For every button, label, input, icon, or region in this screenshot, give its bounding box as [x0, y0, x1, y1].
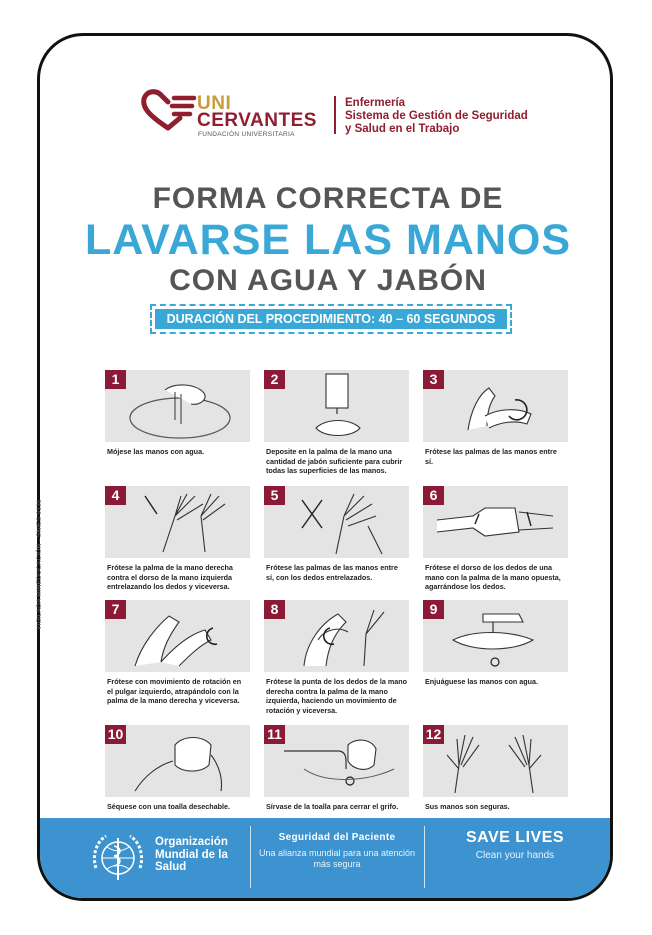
brand-subtitle: FUNDACIÓN UNIVERSITARIA	[198, 131, 295, 138]
step-caption: Frótese las palmas de las manos entre sí, con los dedos entrelazados.	[266, 563, 398, 582]
step-card	[423, 486, 568, 592]
step-caption: Frótese la punta de los dedos de la mano derecha contra la palma de la mano izquierda, haciendo un movimiento de rotación y viceversa.	[266, 677, 407, 715]
soap-dispenser-icon	[264, 370, 409, 442]
patient-safety-title: Seguridad del Paciente	[278, 832, 396, 843]
step-number: 3	[423, 370, 444, 389]
step-caption: Deposite en la palma de la mano una cantidad de jabón suficiente para cubrir todas las superficies de las manos.	[266, 447, 403, 475]
step-number: 6	[423, 486, 444, 505]
step-card	[264, 370, 409, 476]
step-caption: Frótese el dorso de los dedos de una mano con la palma de la mano opuesta, agarrándose los dedos.	[425, 563, 561, 591]
clean-hands-icon	[423, 725, 568, 797]
towel-dry-icon	[105, 725, 250, 797]
close-tap-icon	[264, 725, 409, 797]
brand-name-line2: CERVANTES	[197, 110, 317, 131]
step-illustration	[423, 370, 568, 442]
step-card	[264, 486, 409, 582]
step-card	[423, 600, 568, 687]
department-line: Enfermería	[345, 97, 406, 109]
palm-rub-icon	[423, 370, 568, 442]
step-caption: Sírvase de la toalla para cerrar el grifo.	[266, 802, 399, 811]
step-illustration	[423, 600, 568, 672]
step-caption: Sus manos son seguras.	[425, 802, 510, 811]
step-card	[105, 486, 250, 592]
step-card	[105, 725, 250, 812]
step-number: 11	[264, 725, 285, 744]
step-caption: Séquese con una toalla desechable.	[107, 802, 231, 811]
patient-safety-subtitle: Una alianza mundial para una atención más segura	[258, 848, 416, 869]
step-illustration	[264, 370, 409, 442]
step-number: 7	[105, 600, 126, 619]
footer-divider	[424, 826, 425, 888]
step-card	[423, 725, 568, 812]
step-number: 10	[105, 725, 126, 744]
step-card	[264, 600, 409, 715]
title-line3: CON AGUA Y JABÓN	[169, 264, 487, 297]
step-card	[105, 370, 250, 457]
vigilada-note: VIGILADA MINEDUCACIÓN - SNIES 9131	[36, 499, 43, 630]
department-line: Sistema de Gestión de Seguridad	[345, 110, 528, 122]
step-illustration	[105, 486, 250, 558]
step-caption: Frótese las palmas de las manos entre sí.	[425, 447, 557, 466]
step-illustration	[264, 486, 409, 558]
step-number: 2	[264, 370, 285, 389]
fingertip-rub-icon	[264, 600, 409, 672]
step-card	[105, 600, 250, 706]
step-illustration	[105, 725, 250, 797]
who-emblem-icon	[88, 828, 148, 888]
who-name-line: Organización	[155, 836, 228, 848]
step-card	[423, 370, 568, 466]
step-number: 5	[264, 486, 285, 505]
duration-text: DURACIÓN DEL PROCEDIMIENTO: 40 – 60 SEGUNDOS	[155, 309, 507, 329]
step-number: 1	[105, 370, 126, 389]
department-block	[345, 97, 528, 136]
step-illustration	[105, 370, 250, 442]
step-number: 8	[264, 600, 285, 619]
title-line2: LAVARSE LAS MANOS	[84, 216, 572, 264]
step-illustration	[105, 600, 250, 672]
footer-bar	[40, 818, 613, 898]
step-card	[264, 725, 409, 812]
brand-name-line1: UNI	[197, 93, 232, 114]
duration-banner	[150, 304, 512, 334]
step-illustration	[264, 600, 409, 672]
footer-divider	[250, 826, 251, 888]
step-caption: Mójese las manos con agua.	[107, 447, 205, 456]
step-number: 9	[423, 600, 444, 619]
step-caption: Frótese con movimiento de rotación en el pulgar izquierdo, atrapándolo con la palma de la mano derecha y viceversa.	[107, 677, 242, 705]
interlaced-fingers-icon	[264, 486, 409, 558]
thumb-rotation-icon	[105, 600, 250, 672]
uni-cervantes-logo-icon	[140, 88, 200, 134]
step-caption: Enjuáguese las manos con agua.	[425, 677, 539, 686]
department-line: y Salud en el Trabajo	[345, 123, 460, 135]
poster-frame	[37, 33, 613, 901]
step-caption: Frótese la palma de la mano derecha contra el dorso de la mano izquierda entrelazando los dedos y viceversa.	[107, 563, 233, 591]
save-lives-title: SAVE LIVES	[465, 829, 565, 846]
header-divider	[334, 96, 336, 134]
step-number: 4	[105, 486, 126, 505]
step-number: 12	[423, 725, 444, 744]
clean-hands-subtitle: Clean your hands	[475, 850, 555, 861]
who-name-line: Mundial de la	[155, 848, 228, 861]
back-of-hand-rub-icon	[105, 486, 250, 558]
who-name-line: Salud	[155, 861, 187, 873]
title-line1: FORMA CORRECTA DE	[152, 182, 504, 215]
step-illustration	[264, 725, 409, 797]
step-illustration	[423, 486, 568, 558]
step-illustration	[423, 725, 568, 797]
interlocked-fingers-icon	[423, 486, 568, 558]
rinse-hands-icon	[423, 600, 568, 672]
who-name	[155, 836, 228, 874]
wet-hands-icon	[105, 370, 250, 442]
